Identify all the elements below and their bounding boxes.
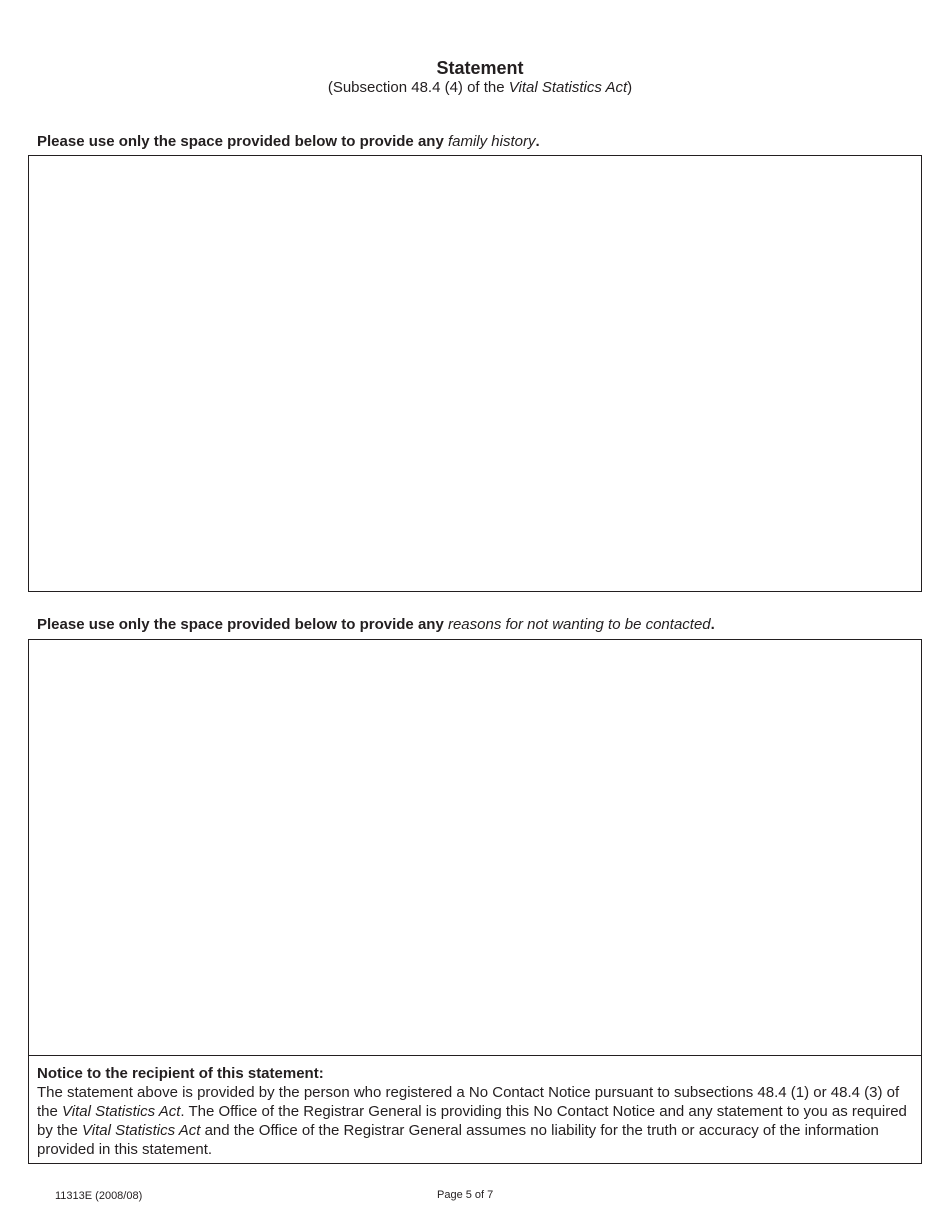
family-history-instruction-emphasis: family history [447, 133, 536, 150]
reasons-instruction-end: . [710, 616, 715, 633]
notice-act-name-1: Vital Statistics Act [62, 1103, 181, 1120]
notice-body [37, 1083, 913, 1159]
notice-act-name-2: Vital Statistics Act [82, 1122, 201, 1139]
notice-body-part-2: . The Office of the Registrar General is providing this No Contact Notice and any statement to you as required by the [37, 1103, 907, 1139]
subtitle-prefix: (Subsection 48.4 (4) of the [327, 79, 509, 96]
notice-body-part-1: The statement above is provided by the person who registered a No Contact Notice pursuant to subsections 48.4 (1) or 48.4 (3) of the [37, 1084, 900, 1120]
subtitle-act-name: Vital Statistics Act [508, 79, 628, 96]
notice-title: Notice to the recipient of this statement: [37, 1065, 324, 1082]
reasons-instruction [37, 616, 715, 633]
subtitle-suffix: ) [627, 79, 633, 96]
family-history-instruction-text: Please use only the space provided below to provide any [37, 133, 448, 150]
page-number: Page 5 of 7 [437, 1189, 494, 1201]
recipient-notice [29, 1055, 921, 1163]
family-history-instruction [37, 133, 540, 150]
family-history-instruction-end: . [535, 133, 540, 150]
notice-body-part-3: and the Office of the Registrar General assumes no liability for the truth or accuracy of the information provided in this statement. [37, 1122, 879, 1158]
form-number: 11313E (2008/08) [55, 1190, 143, 1202]
reasons-instruction-text: Please use only the space provided below to provide any [37, 616, 448, 633]
page-title: Statement [436, 58, 524, 78]
reasons-field[interactable] [29, 640, 921, 1055]
reasons-box [28, 639, 922, 1164]
family-history-field[interactable] [28, 155, 922, 592]
page-subtitle [0, 79, 950, 96]
reasons-instruction-emphasis: reasons for not wanting to be contacted [447, 616, 711, 633]
